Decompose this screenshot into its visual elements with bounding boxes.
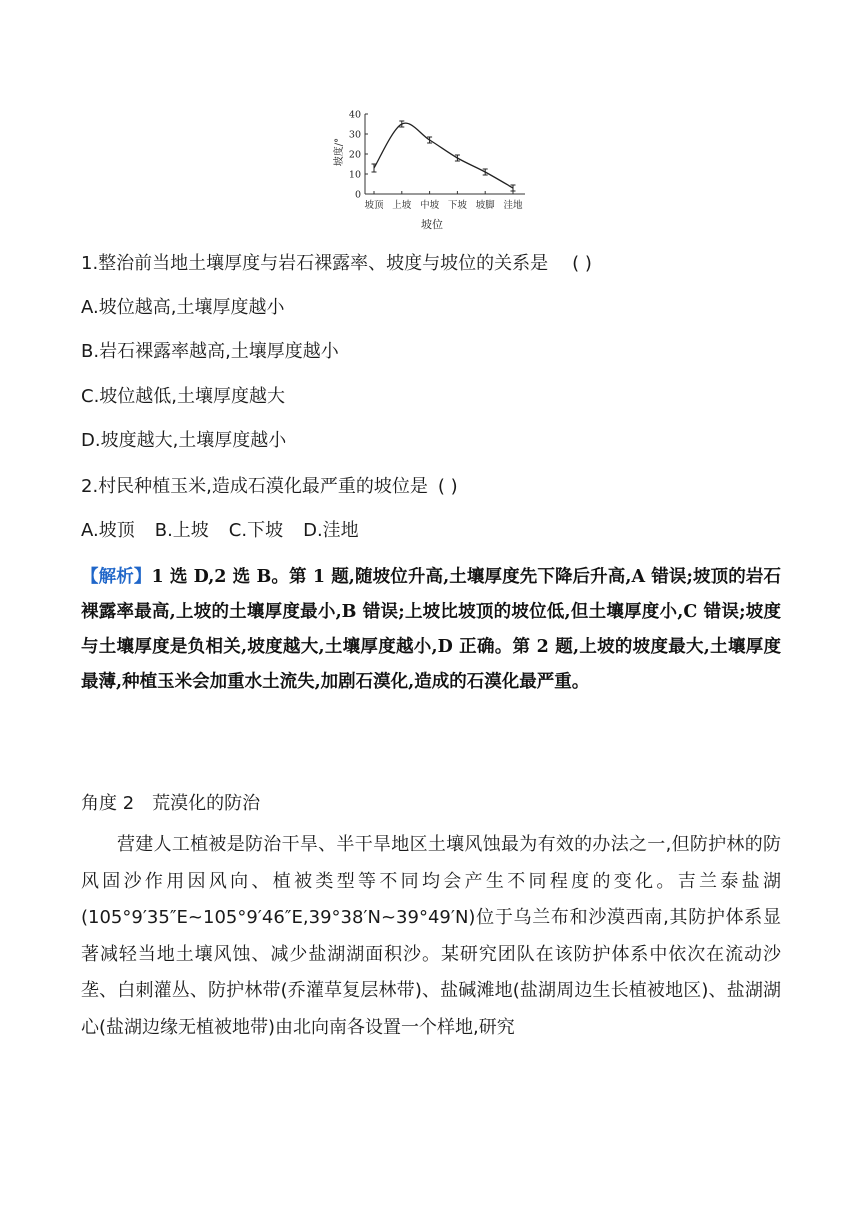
data-point-errorbar	[511, 185, 516, 191]
y-tick-label: 20	[348, 149, 361, 161]
data-point-errorbar	[483, 169, 488, 175]
x-tick-label: 坡脚	[475, 200, 495, 211]
data-point-errorbar	[455, 155, 460, 161]
y-tick-label: 30	[348, 129, 361, 141]
analysis-text: 1 选 D,2 选 B。第 1 题,随坡位升高,土壤厚度先下降后升高,A 错误;坡顶的岩石裸露率最高,上坡的土壤厚度最小,B 错误;上坡比坡顶的坡位低,但土壤厚度小,C 错误;坡度与土壤厚度是负相关,坡度越大,土壤厚度越小,D 正确。第 2 题,上坡的坡度最大,土壤厚度最薄,种植玉米会加重水土流失,加剧石漠化,造成的石漠化最严重。	[81, 567, 781, 692]
q2-option-c: C.下坡	[228, 520, 284, 541]
slope-chart	[325, 100, 535, 234]
q1-option-c: C.坡位越低,土壤厚度越大	[81, 386, 286, 407]
passage-paragraph: 营建人工植被是防治干旱、半干旱地区土壤风蚀最为有效的办法之一,但防护林的防风固沙作用因风向、植被类型等不同均会产生不同程度的变化。吉兰泰盐湖(105°9′35″E~105°9′46″E,39°38′N~39°49′N)位于乌兰布和沙漠西南,其防护体系显著减轻当地土壤风蚀、减少盐湖湖面积沙。某研究团队在该防护体系中依次在流动沙垄、白刺灌丛、防护林带(乔灌草复层林带)、盐碱滩地(盐湖周边生长植被地区)、盐湖湖心(盐湖边缘无植被地带)由北向南各设置一个样地,研究	[81, 834, 781, 1038]
question-2-stem: 2.村民种植玉米,造成石漠化最严重的坡位是	[81, 476, 428, 497]
y-axis-label: 坡度/°	[334, 137, 345, 167]
x-tick-label: 下坡	[447, 200, 467, 211]
q1-option-a: A.坡位越高,土壤厚度越小	[81, 297, 285, 318]
y-tick-label: 0	[354, 189, 361, 201]
q2-option-b: B.上坡	[154, 520, 209, 541]
x-tick-label: 坡顶	[364, 200, 384, 211]
section-title: 角度 2 荒漠化的防治	[81, 793, 261, 814]
question-1-stem: 1.整治前当地土壤厚度与岩石裸露率、坡度与坡位的关系是	[81, 253, 549, 274]
x-tick-label: 中坡	[420, 200, 440, 211]
q1-option-b: B.岩石裸露率越高,土壤厚度越小	[81, 341, 339, 362]
question-1-answer-blank: ( )	[572, 253, 592, 274]
x-axis-label: 坡位	[421, 218, 443, 231]
question-2	[81, 475, 458, 499]
analysis-tag: 【解析】	[81, 567, 152, 587]
data-point-errorbar	[427, 137, 432, 143]
q2-option-d: D.洼地	[303, 520, 359, 541]
q2-options	[81, 519, 359, 543]
x-tick-label: 洼地	[503, 200, 523, 211]
q1-option-d: D.坡度越大,土壤厚度越小	[81, 430, 287, 451]
question-1	[81, 252, 592, 276]
x-tick-label: 上坡	[392, 200, 412, 211]
data-series-line	[374, 123, 513, 188]
y-tick-label: 40	[348, 109, 361, 121]
y-tick-label: 10	[348, 169, 361, 181]
q2-option-a: A.坡顶	[81, 520, 135, 541]
analysis-block	[81, 560, 781, 700]
question-2-answer-blank: ( )	[437, 476, 458, 497]
